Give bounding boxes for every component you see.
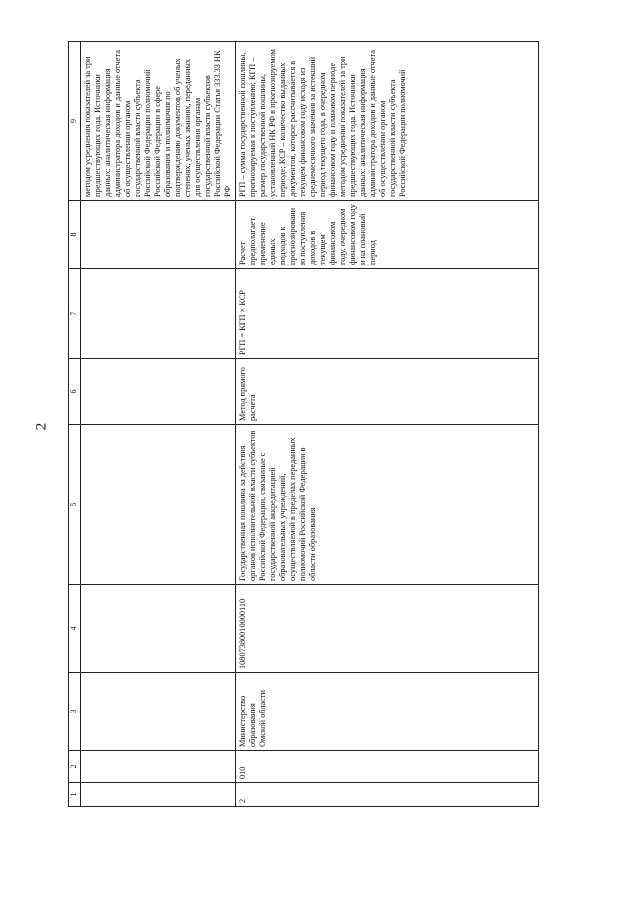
- header-cell: 4: [69, 585, 81, 673]
- table-cell: [81, 585, 236, 673]
- header-cell: 3: [69, 673, 81, 751]
- header-cell: 5: [69, 425, 81, 585]
- page-number: 2: [33, 422, 50, 431]
- header-cell: 9: [69, 42, 81, 201]
- header-row: [69, 42, 81, 807]
- revenue-name-cell: Государственная пошлина за действия органов исполнительной власти субъектов Российской Федерации, связанные с государственной аккредитацией образовательных учреждений, осуществляемой в пределах переданных полномочий Российской Федерации в области образования: [236, 425, 539, 585]
- header-cell: 8: [69, 201, 81, 269]
- kbk-code-cell: 10807380010000110: [236, 585, 539, 673]
- revenue-forecast-table: [68, 41, 539, 807]
- table-cell: [81, 673, 236, 751]
- header-cell: 7: [69, 269, 81, 359]
- table-cell: [81, 359, 236, 425]
- algorithm-cell: Расчет предполагает применение единых подходов к прогнозированию поступления доходов в текущем финансовом году, очередном финансовом году и на плановый период: [236, 201, 539, 269]
- document-sheet: [68, 42, 548, 807]
- table-cell: [81, 425, 236, 585]
- table-cell: [81, 783, 236, 807]
- formula-cell: РГП = КГП × КСР: [236, 269, 539, 359]
- header-cell: 1: [69, 783, 81, 807]
- data-sources-cell: методом усреднения показателей за три предшествующих года. Источники данных: аналитическая информация администратора доходов и данные отчета об осуществлении органом государственной власти субъекта Российской Федерации полномочий Российской Федерации в сфере образования и полномочия по подтверждению документов об ученых степенях, ученых званиях, переданных для осуществления органам государственной власти субъектов Российской Федерации Статья 333.33 НК РФ: [81, 42, 236, 201]
- table-cell: [81, 751, 236, 783]
- header-cell: 2: [69, 751, 81, 783]
- table-cell: [81, 269, 236, 359]
- table-cell: [81, 201, 236, 269]
- table-row: [236, 42, 539, 807]
- header-cell: 6: [69, 359, 81, 425]
- method-cell: Метод прямого расчета: [236, 359, 539, 425]
- table-row: [81, 42, 236, 807]
- administrator-name-cell: Министерство образования Омской области: [236, 673, 539, 751]
- admin-code-cell: 010: [236, 751, 539, 783]
- rotated-table-wrapper: [68, 42, 548, 807]
- row-number-cell: 2: [236, 783, 539, 807]
- indicators-description-cell: РГП – сумма государственной пошлины, прогнозируемая к поступлению; КГП – размер государственной пошлины, установленный НК РФ в прогнозируемом периоде; КСР – количество выданных документов, которое рассчитывается в текущем финансовом году исходя из среднемесячного значения за истекший период текущего года, в очередном финансовом году и плановом периоде методом усреднения показателей за три предшествующих года. Источники данных: аналитическая информация администратора доходов и данные отчета об осуществлении органом государственной власти субъекта Российской Федерации полномочий: [236, 42, 539, 201]
